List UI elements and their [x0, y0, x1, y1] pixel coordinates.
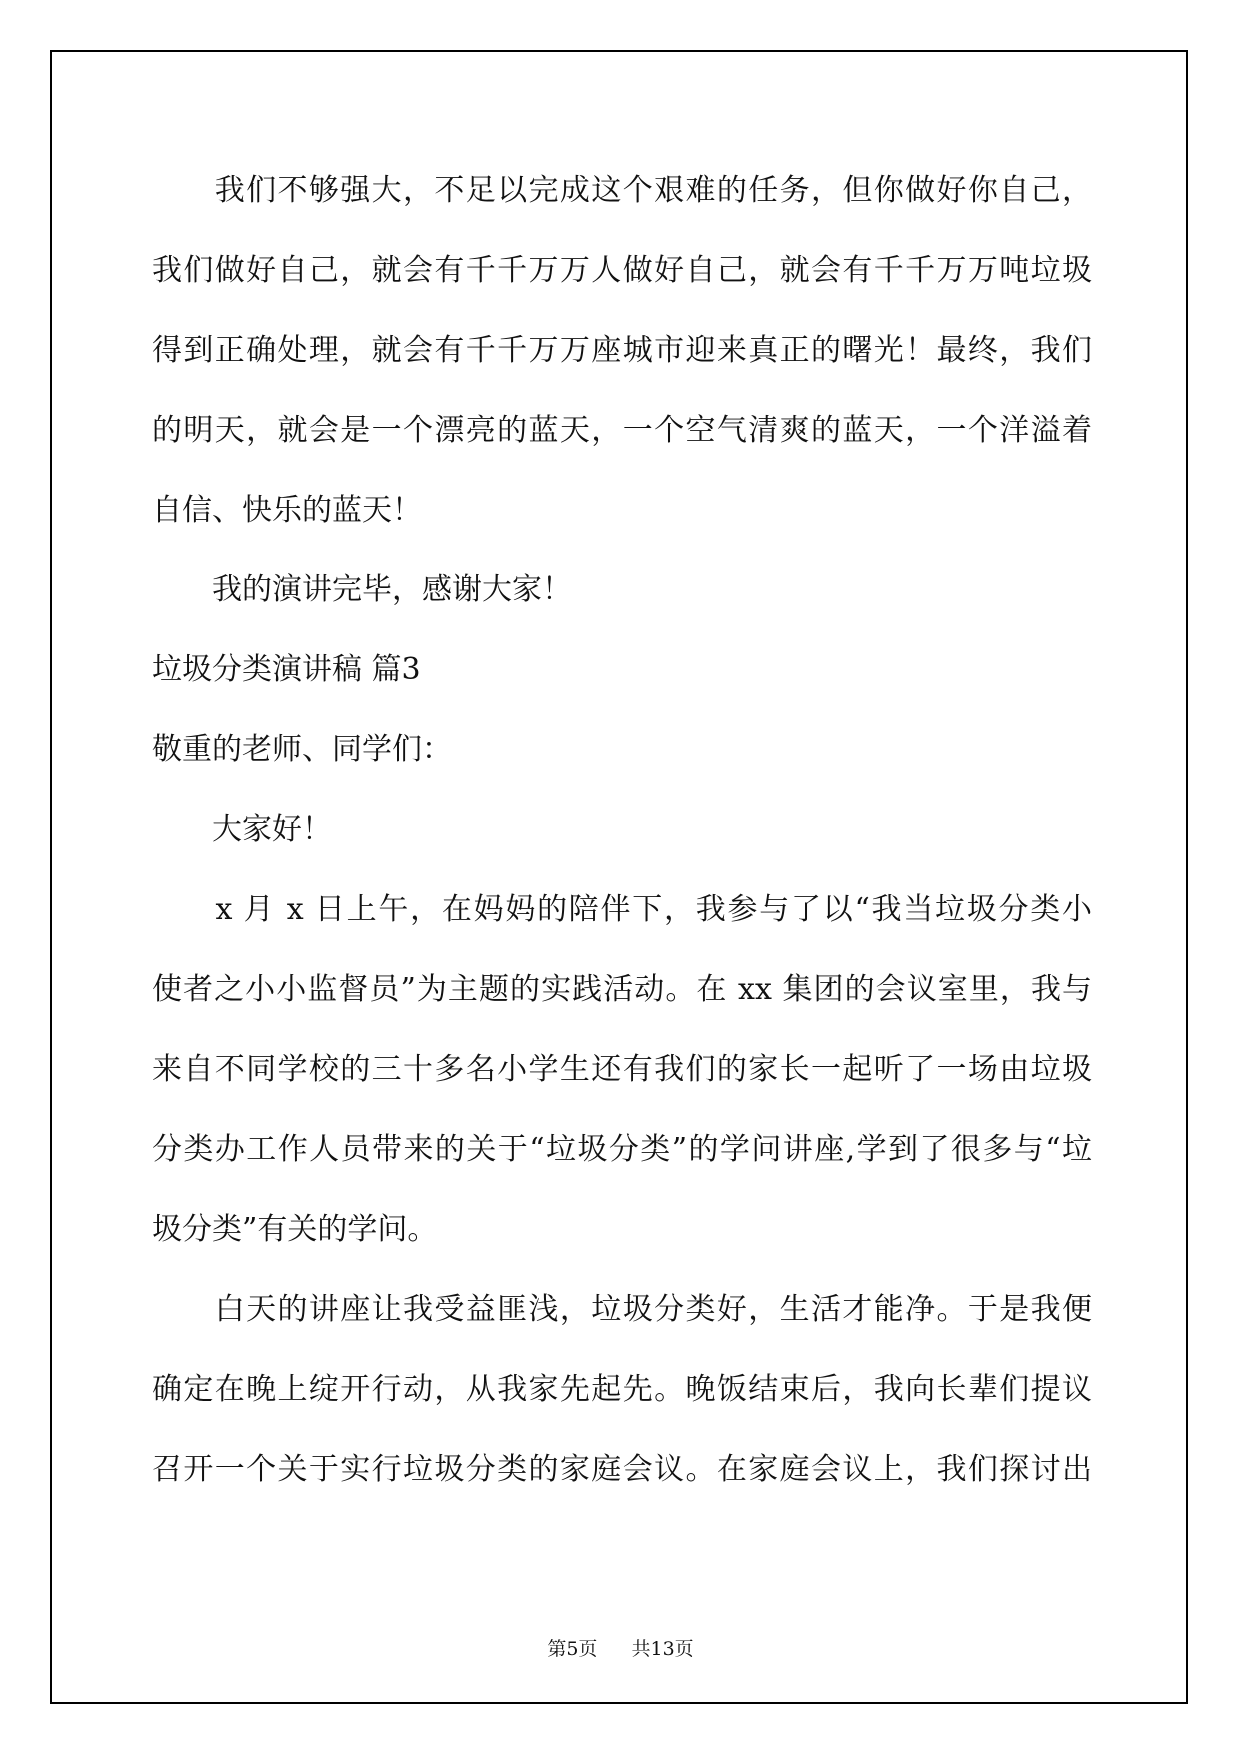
text-line: 确定在晚上绽开行动，从我家先起先。晚饭结束后，我向长辈们提议: [152, 1372, 1092, 1407]
page-number: 第5页: [547, 1638, 598, 1660]
text-line: 白天的讲座让我受益匪浅，垃圾分类好，生活才能净。于是我便: [152, 1292, 1092, 1327]
page-footer: [0, 1634, 1241, 1661]
text-line: 圾分类”有关的学问。: [152, 1212, 438, 1247]
text-line: x 月 x 日上午，在妈妈的陪伴下，我参与了以“我当垃圾分类小: [152, 892, 1092, 927]
text-line: 使者之小小监督员”为主题的实践活动。在 xx 集团的会议室里，我与: [152, 972, 1092, 1007]
text-line: 分类办工作人员带来的关于“垃圾分类”的学问讲座,学到了很多与“垃: [152, 1132, 1092, 1167]
text-line: 我们做好自己，就会有千千万万人做好自己，就会有千千万万吨垃圾: [152, 253, 1092, 288]
text-line: 来自不同学校的三十多名小学生还有我们的家长一起听了一场由垃圾: [152, 1052, 1092, 1087]
text-line: 自信、快乐的蓝天！: [152, 493, 422, 528]
text-line: 召开一个关于实行垃圾分类的家庭会议。在家庭会议上，我们探讨出: [152, 1452, 1092, 1487]
salutation: 敬重的老师、同学们：: [152, 732, 452, 767]
text-line: 得到正确处理，就会有千千万万座城市迎来真正的曙光！最终，我们: [152, 333, 1092, 368]
text-line: 的明天，就会是一个漂亮的蓝天，一个空气清爽的蓝天，一个洋溢着: [152, 413, 1092, 448]
section-heading: 垃圾分类演讲稿 篇3: [152, 652, 421, 687]
text-line: 我们不够强大，不足以完成这个艰难的任务，但你做好你自己，: [152, 173, 1092, 208]
greeting: 大家好！: [152, 812, 332, 847]
page-total: 共13页: [631, 1638, 694, 1660]
text-line: 我的演讲完毕，感谢大家！: [152, 572, 572, 607]
